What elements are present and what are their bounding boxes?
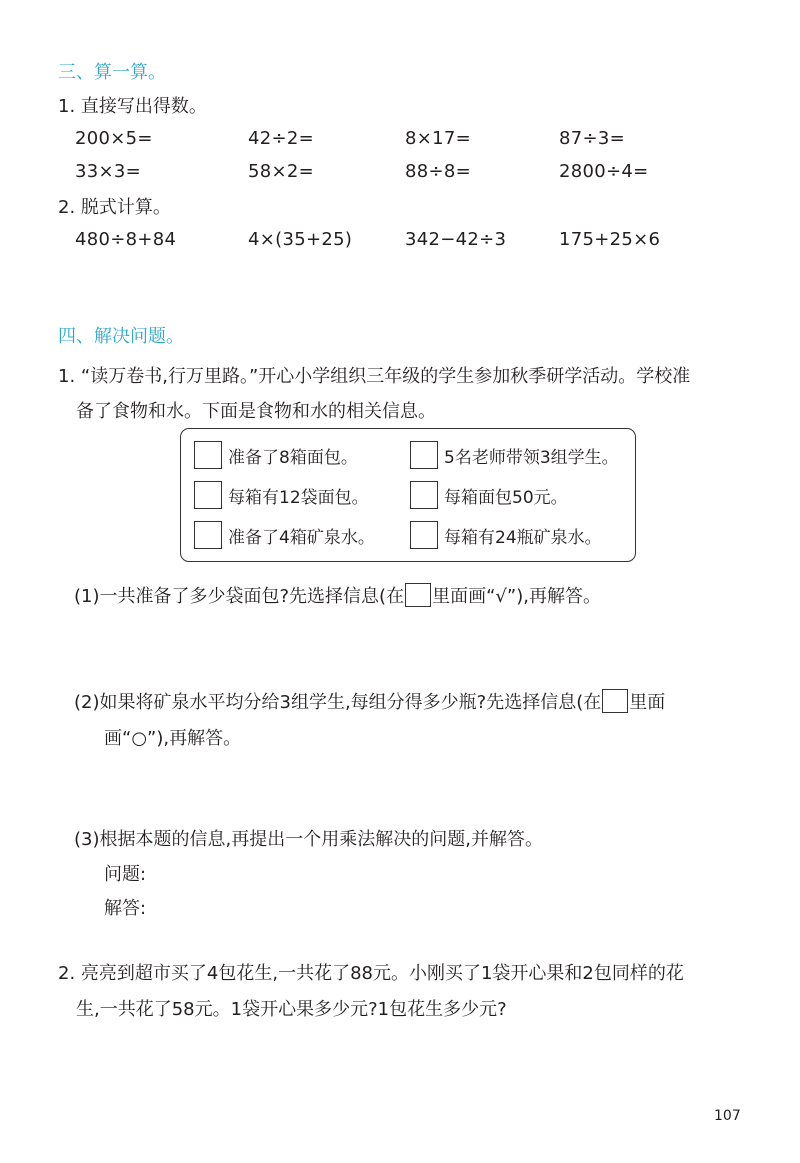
sub-question-3: (3)根据本题的信息,再提出一个用乘法解决的问题,并解答。 xyxy=(74,829,543,850)
info-checkbox[interactable] xyxy=(410,441,438,469)
info-text: 每箱有24瓶矿泉水。 xyxy=(444,528,602,548)
info-text: 5名老师带领3组学生。 xyxy=(444,448,619,468)
info-box xyxy=(180,428,636,562)
calc-item: 42÷2= xyxy=(248,128,315,149)
section-4-title: 四、解决问题。 xyxy=(58,326,184,347)
calc-item: 8×17= xyxy=(405,128,472,149)
problem-2-line-2: 生,一共花了58元。1袋开心果多少元?1包花生多少元? xyxy=(76,999,507,1020)
calc-item: 200×5= xyxy=(75,128,153,149)
page-number: 107 xyxy=(714,1108,741,1124)
calc-item: 2800÷4= xyxy=(559,161,649,182)
info-checkbox[interactable] xyxy=(410,521,438,549)
question-label: 问题: xyxy=(104,864,147,885)
step-calc-item: 4×(35+25) xyxy=(248,229,353,250)
step-calc-item: 480÷8+84 xyxy=(75,229,177,250)
sub-question-1 xyxy=(74,582,601,608)
sub-question-1-text-a: (1)一共准备了多少袋面包?先选择信息(在 xyxy=(74,586,405,607)
calc-item: 88÷8= xyxy=(405,161,472,182)
inline-answer-box xyxy=(405,583,431,607)
sub-question-2 xyxy=(74,688,665,714)
problem-2-line-1: 2. 亮亮到超市买了4包花生,一共花了88元。小刚买了1袋开心果和2包同样的花 xyxy=(58,963,684,984)
problem-1-line-2: 备了食物和水。下面是食物和水的相关信息。 xyxy=(76,401,436,422)
sub-question-1-text-b: 里面画“√”),再解答。 xyxy=(432,586,601,607)
info-checkbox[interactable] xyxy=(194,481,222,509)
info-text: 每箱有12袋面包。 xyxy=(228,488,369,508)
section-3-title: 三、算一算。 xyxy=(58,62,166,83)
info-text: 准备了8箱面包。 xyxy=(228,448,358,468)
sub-question-2-line-2: 画“○”),再解答。 xyxy=(104,728,242,749)
info-text: 每箱面包50元。 xyxy=(444,488,568,508)
info-checkbox[interactable] xyxy=(194,441,222,469)
step-calc-item: 342−42÷3 xyxy=(405,229,507,250)
sub-question-2-text-a: (2)如果将矿泉水平均分给3组学生,每组分得多少瓶?先选择信息(在 xyxy=(74,692,602,713)
step-calc-item: 175+25×6 xyxy=(559,229,661,250)
problem-1-line-1: 1. “读万卷书,行万里路。”开心小学组织三年级的学生参加秋季研学活动。学校准 xyxy=(58,366,691,387)
info-checkbox[interactable] xyxy=(194,521,222,549)
answer-label: 解答: xyxy=(104,898,147,919)
q2-label: 2. 脱式计算。 xyxy=(58,197,171,218)
inline-answer-box xyxy=(602,689,628,713)
info-checkbox[interactable] xyxy=(410,481,438,509)
q1-label: 1. 直接写出得数。 xyxy=(58,96,207,117)
calc-item: 33×3= xyxy=(75,161,142,182)
sub-question-2-text-b: 里面 xyxy=(629,692,666,713)
calc-item: 87÷3= xyxy=(559,128,626,149)
calc-item: 58×2= xyxy=(248,161,315,182)
info-text: 准备了4箱矿泉水。 xyxy=(228,528,375,548)
